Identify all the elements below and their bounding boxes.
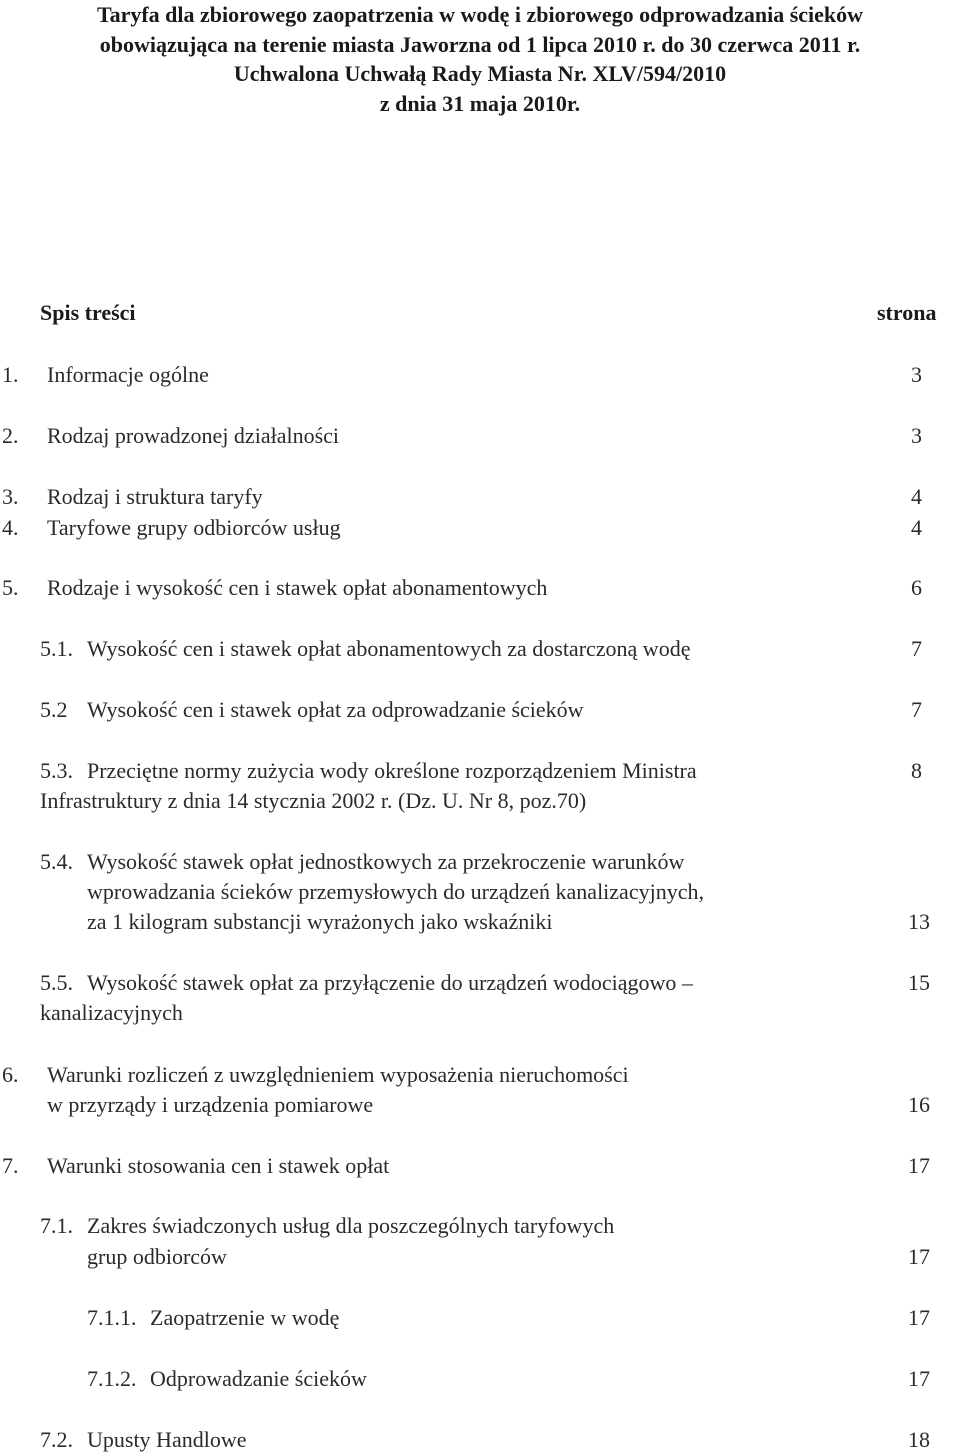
toc-entry-number: 1. (2, 362, 19, 387)
toc-entry-label: Informacje ogólne (47, 362, 209, 387)
toc-entry-number: 5. (2, 575, 19, 600)
toc-entry-label: Warunki rozliczeń z uwzględnieniem wyposażenia nieruchomości (47, 1062, 629, 1087)
toc-entry-label: Warunki stosowania cen i stawek opłat (47, 1153, 390, 1178)
toc-entry-number: 6. (2, 1062, 19, 1087)
toc-entry-number: 5.1. (40, 636, 73, 661)
toc-entry-page: 17 (908, 1153, 930, 1178)
toc-entry-label: Zakres świadczonych usług dla poszczególnych taryfowych (87, 1213, 615, 1238)
toc-entry-label: Wysokość stawek opłat za przyłączenie do urządzeń wodociągowo – (87, 970, 693, 995)
toc-entry-label: Wysokość stawek opłat jednostkowych za przekroczenie warunków (87, 849, 685, 874)
toc-entry-page: 4 (911, 515, 922, 540)
toc-entry-page: 7 (911, 636, 922, 661)
toc-entry-number: 4. (2, 515, 19, 540)
toc-entry-label: Wysokość cen i stawek opłat abonamentowych za dostarczoną wodę (87, 636, 691, 661)
toc-entry-page: 17 (908, 1305, 930, 1330)
toc-entry-number: 3. (2, 484, 19, 509)
toc-entry-page: 16 (908, 1092, 930, 1117)
toc-entry-number: 2. (2, 423, 19, 448)
toc-entry-page: 7 (911, 697, 922, 722)
document-title-line-4: z dnia 31 maja 2010r. (379, 91, 581, 116)
toc-page-heading: strona (877, 300, 937, 325)
toc-entry-number: 7.1.2. (87, 1366, 137, 1391)
toc-entry-number: 5.4. (40, 849, 73, 874)
toc-entry-label-continued: grup odbiorców (87, 1244, 227, 1269)
toc-entry-label: Rodzaj i struktura taryfy (47, 484, 263, 509)
toc-entry-number: 7.2. (40, 1427, 73, 1452)
toc-entry-label-continued: za 1 kilogram substancji wyrażonych jako wskaźniki (87, 909, 553, 934)
toc-entry-number: 7.1. (40, 1213, 73, 1238)
toc-entry-page: 8 (911, 758, 922, 783)
toc-entry-number: 7. (2, 1153, 19, 1178)
toc-entry-label: Zaopatrzenie w wodę (150, 1305, 340, 1330)
toc-entry-page: 4 (911, 484, 922, 509)
toc-entry-label: Rodzaje i wysokość cen i stawek opłat abonamentowych (47, 575, 548, 600)
toc-entry-page: 17 (908, 1244, 930, 1269)
document-title-line-2: obowiązująca na terenie miasta Jaworzna od 1 lipca 2010 r. do 30 czerwca 2011 r. (99, 32, 861, 57)
toc-entry-label: Przeciętne normy zużycia wody określone rozporządzeniem Ministra (87, 758, 697, 783)
toc-entry-number: 5.2 (40, 697, 68, 722)
toc-entry-label: Rodzaj prowadzonej działalności (47, 423, 340, 448)
toc-entry-page: 13 (908, 909, 930, 934)
toc-entry-label-continued: Infrastruktury z dnia 14 stycznia 2002 r. (Dz. U. Nr 8, poz.70) (40, 788, 587, 813)
toc-entry-page: 3 (911, 362, 922, 387)
toc-entry-label: Wysokość cen i stawek opłat za odprowadzanie ścieków (87, 697, 584, 722)
toc-entry-number: 5.5. (40, 970, 73, 995)
toc-entry-label-continued: kanalizacyjnych (40, 1000, 183, 1025)
toc-entry-number: 5.3. (40, 758, 73, 783)
toc-entry-page: 18 (908, 1427, 930, 1452)
toc-entry-label: Odprowadzanie ścieków (150, 1366, 367, 1391)
document-title-line-3: Uchwalona Uchwałą Rady Miasta Nr. XLV/594/2010 (233, 61, 727, 86)
toc-title: Spis treści (40, 300, 136, 325)
toc-entry-label: Upusty Handlowe (87, 1427, 247, 1452)
toc-entry-number: 7.1.1. (87, 1305, 137, 1330)
toc-entry-page: 15 (908, 970, 930, 995)
toc-entry-page: 17 (908, 1366, 930, 1391)
toc-entry-label: Taryfowe grupy odbiorców usług (47, 515, 341, 540)
toc-entry-page: 6 (911, 575, 922, 600)
toc-entry-page: 3 (911, 423, 922, 448)
toc-entry-label-continued: wprowadzania ścieków przemysłowych do urządzeń kanalizacyjnych, (87, 879, 704, 904)
toc-entry-label-continued: w przyrządy i urządzenia pomiarowe (47, 1092, 374, 1117)
document-title-line-1: Taryfa dla zbiorowego zaopatrzenia w wodę i zbiorowego odprowadzania ścieków (96, 2, 864, 27)
